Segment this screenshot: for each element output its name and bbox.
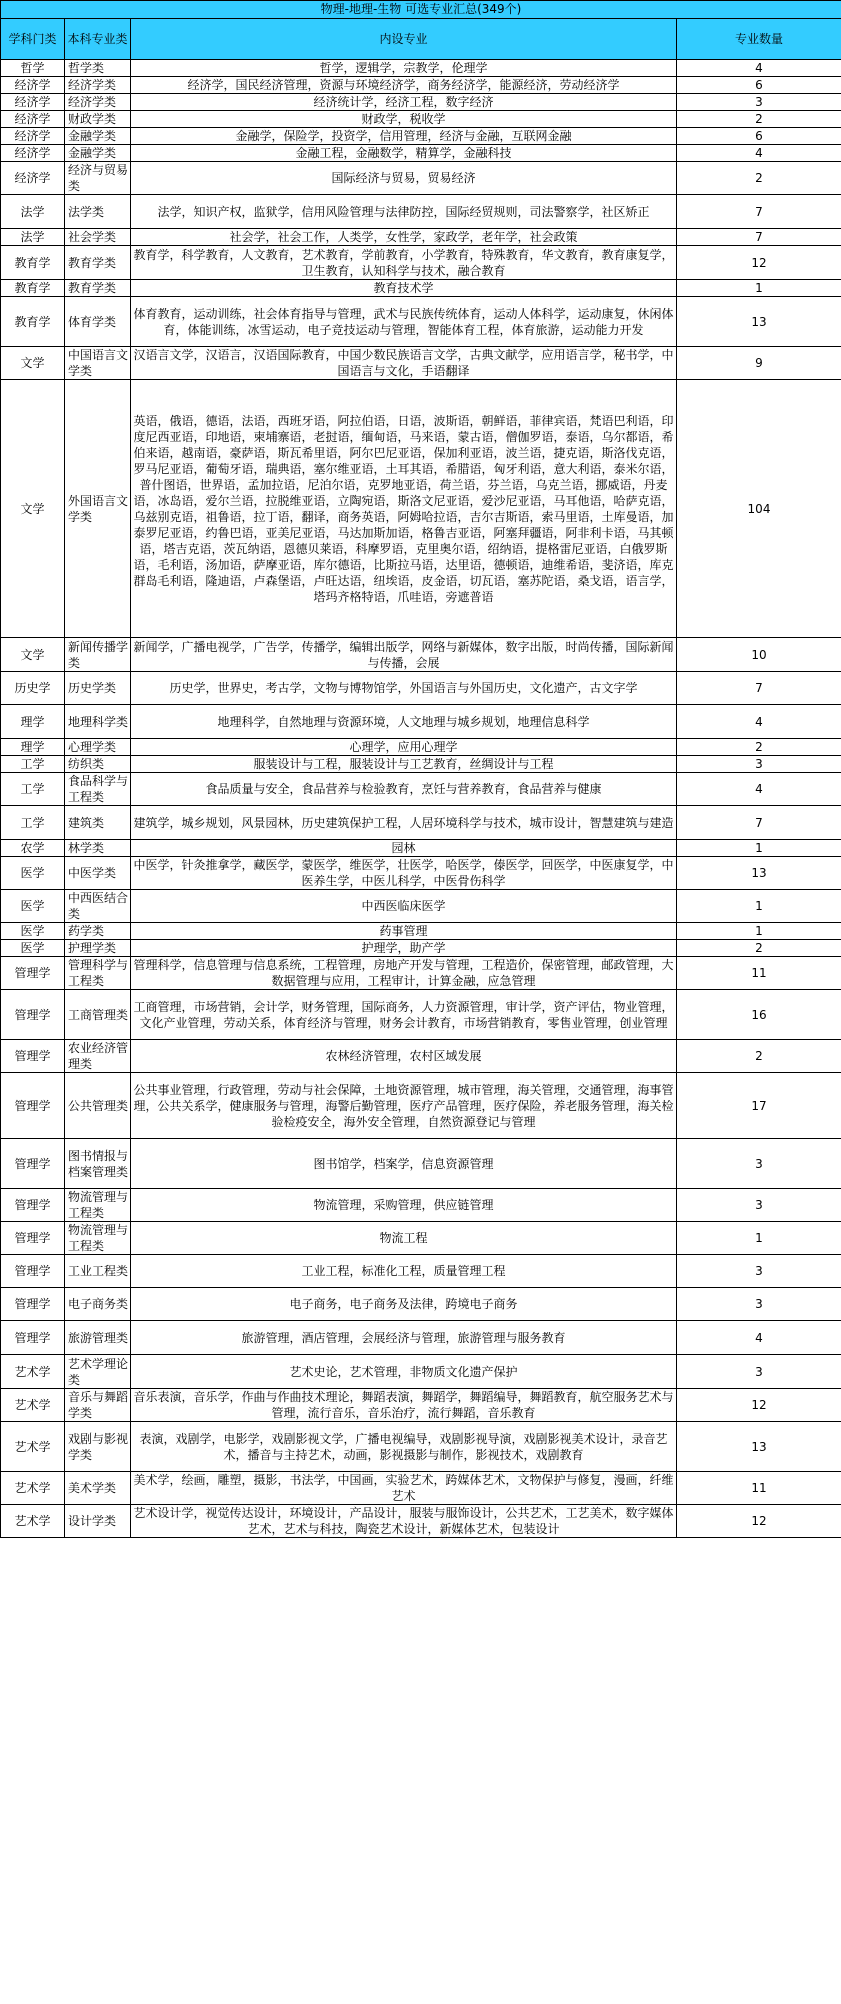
cell-count: 7	[677, 195, 841, 229]
cell-majors: 国际经济与贸易，贸易经济	[131, 162, 677, 195]
cell-class: 外国语言文学类	[65, 380, 131, 638]
cell-class: 财政学类	[65, 111, 131, 128]
cell-category: 文学	[1, 380, 65, 638]
cell-majors: 食品质量与安全，食品营养与检验教育，烹饪与营养教育，食品营养与健康	[131, 773, 677, 806]
table-row	[1, 672, 841, 705]
cell-majors: 心理学，应用心理学	[131, 739, 677, 756]
table-row	[1, 111, 841, 128]
table-row	[1, 380, 841, 638]
cell-majors: 金融学，保险学，投资学，信用管理，经济与金融，互联网金融	[131, 128, 677, 145]
cell-category: 理学	[1, 705, 65, 739]
cell-count: 2	[677, 739, 841, 756]
table-row	[1, 195, 841, 229]
header-class: 本科专业类	[65, 19, 131, 60]
cell-category: 管理学	[1, 1040, 65, 1073]
cell-class: 艺术学理论类	[65, 1355, 131, 1389]
table-row	[1, 923, 841, 940]
table-row	[1, 756, 841, 773]
cell-majors: 农林经济管理，农村区域发展	[131, 1040, 677, 1073]
header-category: 学科门类	[1, 19, 65, 60]
cell-majors: 财政学，税收学	[131, 111, 677, 128]
table-row	[1, 1139, 841, 1189]
table-row	[1, 806, 841, 840]
cell-count: 3	[677, 94, 841, 111]
cell-category: 经济学	[1, 94, 65, 111]
cell-category: 工学	[1, 806, 65, 840]
cell-class: 心理学类	[65, 739, 131, 756]
cell-category: 管理学	[1, 1321, 65, 1355]
cell-majors: 工商管理，市场营销，会计学，财务管理，国际商务，人力资源管理，审计学，资产评估，物业管理，文化产业管理，劳动关系，体育经济与管理，财务会计教育，市场营销教育，零售业管理，创业管理	[131, 990, 677, 1040]
cell-class: 戏剧与影视学类	[65, 1422, 131, 1472]
cell-count: 7	[677, 806, 841, 840]
cell-count: 6	[677, 77, 841, 94]
cell-majors: 电子商务，电子商务及法律，跨境电子商务	[131, 1288, 677, 1321]
cell-class: 公共管理类	[65, 1073, 131, 1139]
table-row	[1, 297, 841, 347]
cell-count: 2	[677, 1040, 841, 1073]
cell-majors: 护理学，助产学	[131, 940, 677, 957]
cell-count: 2	[677, 111, 841, 128]
cell-count: 6	[677, 128, 841, 145]
cell-category: 哲学	[1, 60, 65, 77]
table-row	[1, 705, 841, 739]
cell-class: 纺织类	[65, 756, 131, 773]
cell-count: 3	[677, 1189, 841, 1222]
cell-majors: 新闻学，广播电视学，广告学，传播学，编辑出版学，网络与新媒体，数字出版，时尚传播，国际新闻与传播，会展	[131, 638, 677, 672]
table-row	[1, 1472, 841, 1505]
header-majors: 内设专业	[131, 19, 677, 60]
table-row	[1, 1389, 841, 1422]
cell-count: 4	[677, 1321, 841, 1355]
table-row	[1, 773, 841, 806]
cell-class: 教育学类	[65, 246, 131, 280]
cell-majors: 英语，俄语，德语，法语，西班牙语，阿拉伯语，日语，波斯语，朝鲜语，菲律宾语，梵语巴利语，印度尼西亚语，印地语，柬埔寨语，老挝语，缅甸语，马来语，蒙古语，僧伽罗语，泰语，乌尔都语，希伯来语，越南语，豪萨语，斯瓦希里语，阿尔巴尼亚语，保加利亚语，波兰语，捷克语，斯洛伐克语，罗马尼亚语，葡萄牙语，瑞典语，塞尔维亚语，土耳其语，希腊语，匈牙利语，意大利语，泰米尔语，普什图语，世界语，孟加拉语，尼泊尔语，克罗地亚语，荷兰语，芬兰语，乌克兰语，挪威语，丹麦语，冰岛语，爱尔兰语，拉脱维亚语，立陶宛语，斯洛文尼亚语，爱沙尼亚语，马耳他语，哈萨克语，乌兹别克语，祖鲁语，拉丁语，翻译，商务英语，阿姆哈拉语，吉尔吉斯语，索马里语，土库曼语，加泰罗尼亚语，约鲁巴语，亚美尼亚语，马达加斯加语，格鲁吉亚语，阿塞拜疆语，阿非利卡语，马其顿语，塔吉克语，茨瓦纳语，恩德贝莱语，科摩罗语，克里奥尔语，绍纳语，提格雷尼亚语，白俄罗斯语，毛利语，汤加语，萨摩亚语，库尔德语，比斯拉马语，达里语，德顿语，迪维希语，斐济语，库克群岛毛利语，隆迪语，卢森堡语，卢旺达语，纽埃语，皮金语，切瓦语，塞苏陀语，桑戈语，语言学，塔玛齐格特语，爪哇语，旁遮普语	[131, 380, 677, 638]
cell-count: 17	[677, 1073, 841, 1139]
cell-count: 104	[677, 380, 841, 638]
cell-class: 历史学类	[65, 672, 131, 705]
cell-category: 经济学	[1, 162, 65, 195]
cell-count: 11	[677, 1472, 841, 1505]
cell-category: 教育学	[1, 297, 65, 347]
cell-count: 4	[677, 60, 841, 77]
cell-majors: 工业工程，标准化工程，质量管理工程	[131, 1255, 677, 1288]
cell-class: 中国语言文学类	[65, 347, 131, 380]
cell-majors: 法学，知识产权，监狱学，信用风险管理与法律防控，国际经贸规则，司法警察学，社区矫正	[131, 195, 677, 229]
cell-category: 农学	[1, 840, 65, 857]
table-row	[1, 1073, 841, 1139]
cell-category: 管理学	[1, 1288, 65, 1321]
cell-class: 建筑类	[65, 806, 131, 840]
cell-class: 设计学类	[65, 1505, 131, 1538]
table-row	[1, 990, 841, 1040]
cell-class: 法学类	[65, 195, 131, 229]
cell-category: 艺术学	[1, 1422, 65, 1472]
cell-category: 医学	[1, 890, 65, 923]
table-row	[1, 128, 841, 145]
cell-class: 管理科学与工程类	[65, 957, 131, 990]
cell-class: 新闻传播学类	[65, 638, 131, 672]
cell-category: 历史学	[1, 672, 65, 705]
cell-majors: 建筑学，城乡规划，风景园林，历史建筑保护工程，人居环境科学与技术，城市设计，智慧建筑与建造	[131, 806, 677, 840]
cell-category: 文学	[1, 347, 65, 380]
table-row	[1, 957, 841, 990]
cell-count: 9	[677, 347, 841, 380]
cell-category: 经济学	[1, 111, 65, 128]
cell-count: 1	[677, 923, 841, 940]
table-row	[1, 940, 841, 957]
table-row	[1, 1355, 841, 1389]
cell-category: 艺术学	[1, 1389, 65, 1422]
cell-majors: 经济学，国民经济管理，资源与环境经济学，商务经济学，能源经济，劳动经济学	[131, 77, 677, 94]
cell-count: 3	[677, 1288, 841, 1321]
cell-category: 医学	[1, 923, 65, 940]
cell-majors: 管理科学，信息管理与信息系统，工程管理，房地产开发与管理，工程造价，保密管理，邮政管理，大数据管理与应用，工程审计，计算金融，应急管理	[131, 957, 677, 990]
cell-category: 经济学	[1, 145, 65, 162]
cell-majors: 艺术史论，艺术管理，非物质文化遗产保护	[131, 1355, 677, 1389]
cell-majors: 物流管理，采购管理，供应链管理	[131, 1189, 677, 1222]
cell-majors: 中西医临床医学	[131, 890, 677, 923]
table-row	[1, 1321, 841, 1355]
cell-count: 11	[677, 957, 841, 990]
cell-majors: 图书馆学，档案学，信息资源管理	[131, 1139, 677, 1189]
cell-count: 12	[677, 246, 841, 280]
table-row	[1, 246, 841, 280]
table-row	[1, 857, 841, 890]
cell-category: 理学	[1, 739, 65, 756]
cell-category: 管理学	[1, 1255, 65, 1288]
cell-count: 3	[677, 1139, 841, 1189]
cell-class: 经济学类	[65, 94, 131, 111]
table-row	[1, 60, 841, 77]
cell-class: 食品科学与工程类	[65, 773, 131, 806]
cell-class: 旅游管理类	[65, 1321, 131, 1355]
header-count: 专业数量	[677, 19, 841, 60]
cell-majors: 中医学，针灸推拿学，藏医学，蒙医学，维医学，壮医学，哈医学，傣医学，回医学，中医康复学，中医养生学，中医儿科学，中医骨伤科学	[131, 857, 677, 890]
cell-class: 中医学类	[65, 857, 131, 890]
cell-category: 经济学	[1, 128, 65, 145]
cell-majors: 教育技术学	[131, 280, 677, 297]
cell-majors: 哲学，逻辑学，宗教学，伦理学	[131, 60, 677, 77]
cell-category: 医学	[1, 940, 65, 957]
cell-class: 林学类	[65, 840, 131, 857]
cell-category: 管理学	[1, 1189, 65, 1222]
cell-category: 教育学	[1, 246, 65, 280]
cell-category: 艺术学	[1, 1472, 65, 1505]
cell-class: 地理科学类	[65, 705, 131, 739]
table-row	[1, 840, 841, 857]
cell-class: 图书情报与档案管理类	[65, 1139, 131, 1189]
table-row	[1, 280, 841, 297]
cell-category: 经济学	[1, 77, 65, 94]
cell-class: 哲学类	[65, 60, 131, 77]
cell-count: 12	[677, 1389, 841, 1422]
cell-category: 医学	[1, 857, 65, 890]
table-row	[1, 890, 841, 923]
cell-class: 工商管理类	[65, 990, 131, 1040]
cell-class: 音乐与舞蹈学类	[65, 1389, 131, 1422]
cell-majors: 服装设计与工程，服装设计与工艺教育，丝绸设计与工程	[131, 756, 677, 773]
cell-majors: 汉语言文学，汉语言，汉语国际教育，中国少数民族语言文学，古典文献学，应用语言学，秘书学，中国语言与文化，手语翻译	[131, 347, 677, 380]
cell-class: 农业经济管理类	[65, 1040, 131, 1073]
cell-class: 护理学类	[65, 940, 131, 957]
cell-category: 工学	[1, 756, 65, 773]
cell-majors: 历史学，世界史，考古学，文物与博物馆学，外国语言与外国历史，文化遗产，古文字学	[131, 672, 677, 705]
cell-category: 管理学	[1, 990, 65, 1040]
cell-class: 经济与贸易类	[65, 162, 131, 195]
table-row	[1, 162, 841, 195]
table-row	[1, 1255, 841, 1288]
cell-count: 16	[677, 990, 841, 1040]
cell-category: 法学	[1, 195, 65, 229]
cell-count: 4	[677, 145, 841, 162]
table-row	[1, 1189, 841, 1222]
cell-count: 7	[677, 229, 841, 246]
cell-category: 管理学	[1, 1222, 65, 1255]
cell-majors: 音乐表演，音乐学，作曲与作曲技术理论，舞蹈表演，舞蹈学，舞蹈编导，舞蹈教育，航空服务艺术与管理，流行音乐，音乐治疗，流行舞蹈，音乐教育	[131, 1389, 677, 1422]
cell-majors: 金融工程，金融数学，精算学，金融科技	[131, 145, 677, 162]
table-row	[1, 94, 841, 111]
cell-count: 10	[677, 638, 841, 672]
cell-majors: 公共事业管理，行政管理，劳动与社会保障，土地资源管理，城市管理，海关管理，交通管理，海事管理，公共关系学，健康服务与管理，海警后勤管理，医疗产品管理，医疗保险，养老服务管理，海关检验检疫安全，海外安全管理，自然资源登记与管理	[131, 1073, 677, 1139]
cell-count: 13	[677, 857, 841, 890]
cell-category: 法学	[1, 229, 65, 246]
cell-class: 工业工程类	[65, 1255, 131, 1288]
table-row	[1, 1422, 841, 1472]
table-body	[1, 60, 841, 1538]
cell-category: 管理学	[1, 1139, 65, 1189]
table-row	[1, 77, 841, 94]
cell-class: 药学类	[65, 923, 131, 940]
table-row	[1, 145, 841, 162]
cell-count: 2	[677, 162, 841, 195]
cell-count: 1	[677, 280, 841, 297]
table-title: 物理-地理-生物 可选专业汇总(349个)	[1, 1, 841, 19]
cell-class: 社会学类	[65, 229, 131, 246]
table-row	[1, 1505, 841, 1538]
cell-category: 工学	[1, 773, 65, 806]
cell-count: 2	[677, 940, 841, 957]
cell-count: 4	[677, 705, 841, 739]
table-row	[1, 739, 841, 756]
cell-majors: 体育教育，运动训练，社会体育指导与管理，武术与民族传统体育，运动人体科学，运动康复，休闲体育，体能训练，冰雪运动，电子竞技运动与管理，智能体育工程，体育旅游，运动能力开发	[131, 297, 677, 347]
cell-count: 1	[677, 840, 841, 857]
cell-count: 13	[677, 297, 841, 347]
cell-majors: 表演，戏剧学，电影学，戏剧影视文学，广播电视编导，戏剧影视导演，戏剧影视美术设计，录音艺术，播音与主持艺术，动画，影视摄影与制作，影视技术，戏剧教育	[131, 1422, 677, 1472]
table-row	[1, 638, 841, 672]
cell-majors: 物流工程	[131, 1222, 677, 1255]
table-row	[1, 347, 841, 380]
cell-class: 中西医结合类	[65, 890, 131, 923]
cell-count: 4	[677, 773, 841, 806]
cell-majors: 地理科学，自然地理与资源环境，人文地理与城乡规划，地理信息科学	[131, 705, 677, 739]
table-row	[1, 1040, 841, 1073]
cell-majors: 经济统计学，经济工程，数字经济	[131, 94, 677, 111]
cell-class: 物流管理与工程类	[65, 1189, 131, 1222]
table-row	[1, 1222, 841, 1255]
cell-category: 管理学	[1, 957, 65, 990]
cell-majors: 美术学，绘画，雕塑，摄影，书法学，中国画，实验艺术，跨媒体艺术，文物保护与修复，漫画，纤维艺术	[131, 1472, 677, 1505]
cell-count: 3	[677, 1255, 841, 1288]
cell-class: 金融学类	[65, 128, 131, 145]
cell-count: 3	[677, 1355, 841, 1389]
cell-count: 1	[677, 890, 841, 923]
cell-category: 艺术学	[1, 1355, 65, 1389]
cell-count: 12	[677, 1505, 841, 1538]
cell-class: 美术学类	[65, 1472, 131, 1505]
cell-class: 经济学类	[65, 77, 131, 94]
cell-majors: 教育学，科学教育，人文教育，艺术教育，学前教育，小学教育，特殊教育，华文教育，教育康复学，卫生教育，认知科学与技术，融合教育	[131, 246, 677, 280]
cell-category: 教育学	[1, 280, 65, 297]
cell-category: 管理学	[1, 1073, 65, 1139]
cell-count: 13	[677, 1422, 841, 1472]
cell-class: 电子商务类	[65, 1288, 131, 1321]
cell-class: 教育学类	[65, 280, 131, 297]
cell-majors: 园林	[131, 840, 677, 857]
cell-majors: 艺术设计学，视觉传达设计，环境设计，产品设计，服装与服饰设计，公共艺术，工艺美术，数字媒体艺术，艺术与科技，陶瓷艺术设计，新媒体艺术，包装设计	[131, 1505, 677, 1538]
cell-count: 7	[677, 672, 841, 705]
cell-majors: 旅游管理，酒店管理，会展经济与管理，旅游管理与服务教育	[131, 1321, 677, 1355]
table-row	[1, 229, 841, 246]
table-row	[1, 1288, 841, 1321]
cell-majors: 社会学，社会工作，人类学，女性学，家政学，老年学，社会政策	[131, 229, 677, 246]
cell-category: 艺术学	[1, 1505, 65, 1538]
header-row	[1, 19, 841, 60]
cell-class: 物流管理与工程类	[65, 1222, 131, 1255]
cell-class: 体育学类	[65, 297, 131, 347]
cell-count: 1	[677, 1222, 841, 1255]
cell-majors: 药事管理	[131, 923, 677, 940]
cell-class: 金融学类	[65, 145, 131, 162]
cell-category: 文学	[1, 638, 65, 672]
cell-count: 3	[677, 756, 841, 773]
